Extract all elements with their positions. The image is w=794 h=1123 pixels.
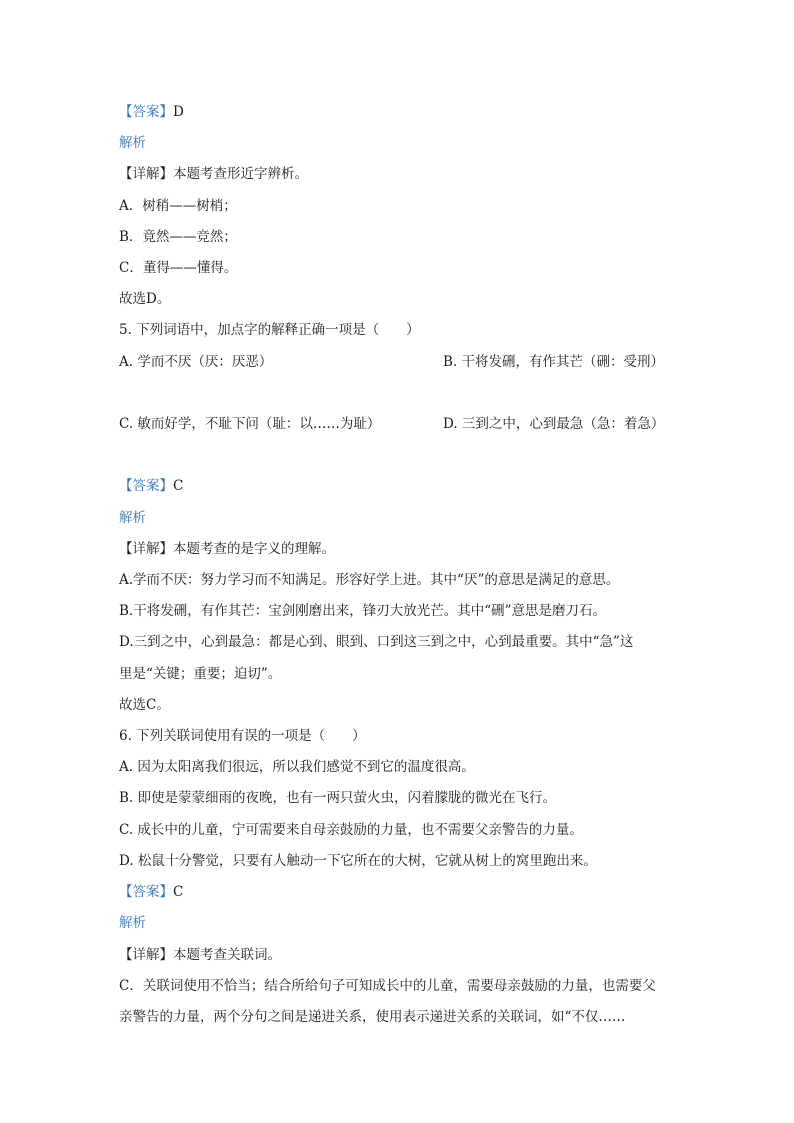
detail-text: 本题考查形近字辨析。 bbox=[173, 166, 308, 182]
option-b: B. 干将发硎，有作其芒（硎：受刑） bbox=[443, 354, 665, 370]
detail-line bbox=[119, 539, 335, 559]
detail-text: 本题考查的是字义的理解。 bbox=[173, 541, 335, 557]
analysis-item: B．竟然——竞然； bbox=[119, 229, 237, 245]
question-6: 6. 下列关联词使用有误的一项是（ ） bbox=[119, 728, 366, 744]
answer-line bbox=[119, 102, 184, 122]
option-a: A. 学而不厌（厌：厌恶） bbox=[119, 354, 273, 370]
detail-line bbox=[119, 945, 281, 965]
analysis-line: C．关联词使用不恰当；结合所给句子可知成长中的儿童，需要母亲鼓励的力量，也需要父 bbox=[119, 978, 656, 994]
analysis-line: B.干将发硎，有作其芒：宝剑刚磨出来，锋刃大放光芒。其中“硎”意思是磨刀石。 bbox=[119, 603, 607, 619]
analysis-line: D.三到之中，心到最急：都是心到、眼到、口到这三到之中，心到最重要。其中“急”这 bbox=[119, 634, 634, 650]
answer-line bbox=[119, 476, 183, 496]
conclusion: 故选C。 bbox=[119, 697, 170, 713]
detail-text: 本题考查关联词。 bbox=[173, 947, 281, 963]
analysis-item: A．树稍——树梢； bbox=[119, 198, 237, 214]
answer-line bbox=[119, 882, 183, 902]
answer-value: D bbox=[173, 104, 184, 120]
detail-tag: 【详解】 bbox=[119, 541, 173, 557]
analysis-line: A.学而不厌：努力学习而不知满足。形容好学上进。其中“厌”的意思是满足的意思。 bbox=[119, 572, 620, 588]
answer-tag: 【答案】 bbox=[119, 478, 173, 494]
analysis-item: C．董得——懂得。 bbox=[119, 260, 238, 276]
option-a: A. 因为太阳离我们很远，所以我们感觉不到它的温度很高。 bbox=[119, 759, 475, 775]
detail-line bbox=[119, 164, 308, 184]
option-b: B. 即使是蒙蒙细雨的夜晚，也有一两只萤火虫，闪着朦胧的微光在飞行。 bbox=[119, 790, 557, 806]
option-c: C. 敏而好学，不耻下问（耻：以……为耻） bbox=[119, 416, 381, 432]
answer-tag: 【答案】 bbox=[119, 104, 173, 120]
analysis-line: 里是“关键；重要；迫切”。 bbox=[119, 666, 282, 682]
answer-value: C bbox=[173, 884, 184, 900]
option-d: D. 三到之中，心到最急（急：着急） bbox=[443, 416, 665, 432]
answer-value: C bbox=[173, 478, 184, 494]
detail-tag: 【详解】 bbox=[119, 947, 173, 963]
analysis-line: 亲警告的力量，两个分句之间是递进关系，使用表示递进关系的关联词，如“不仅…… bbox=[119, 1009, 626, 1025]
conclusion: 故选D。 bbox=[119, 291, 171, 307]
analysis-heading: 解析 bbox=[119, 510, 146, 526]
analysis-heading: 解析 bbox=[119, 135, 146, 151]
answer-tag: 【答案】 bbox=[119, 884, 173, 900]
detail-tag: 【详解】 bbox=[119, 166, 173, 182]
option-c: C. 成长中的儿童，宁可需要来自母亲鼓励的力量，也不需要父亲警告的力量。 bbox=[119, 822, 583, 838]
option-d: D. 松鼠十分警觉，只要有人触动一下它所在的大树，它就从树上的窝里跑出来。 bbox=[119, 853, 597, 869]
question-5: 5. 下列词语中，加点字的解释正确一项是（ ） bbox=[119, 322, 420, 338]
analysis-heading: 解析 bbox=[119, 915, 146, 931]
